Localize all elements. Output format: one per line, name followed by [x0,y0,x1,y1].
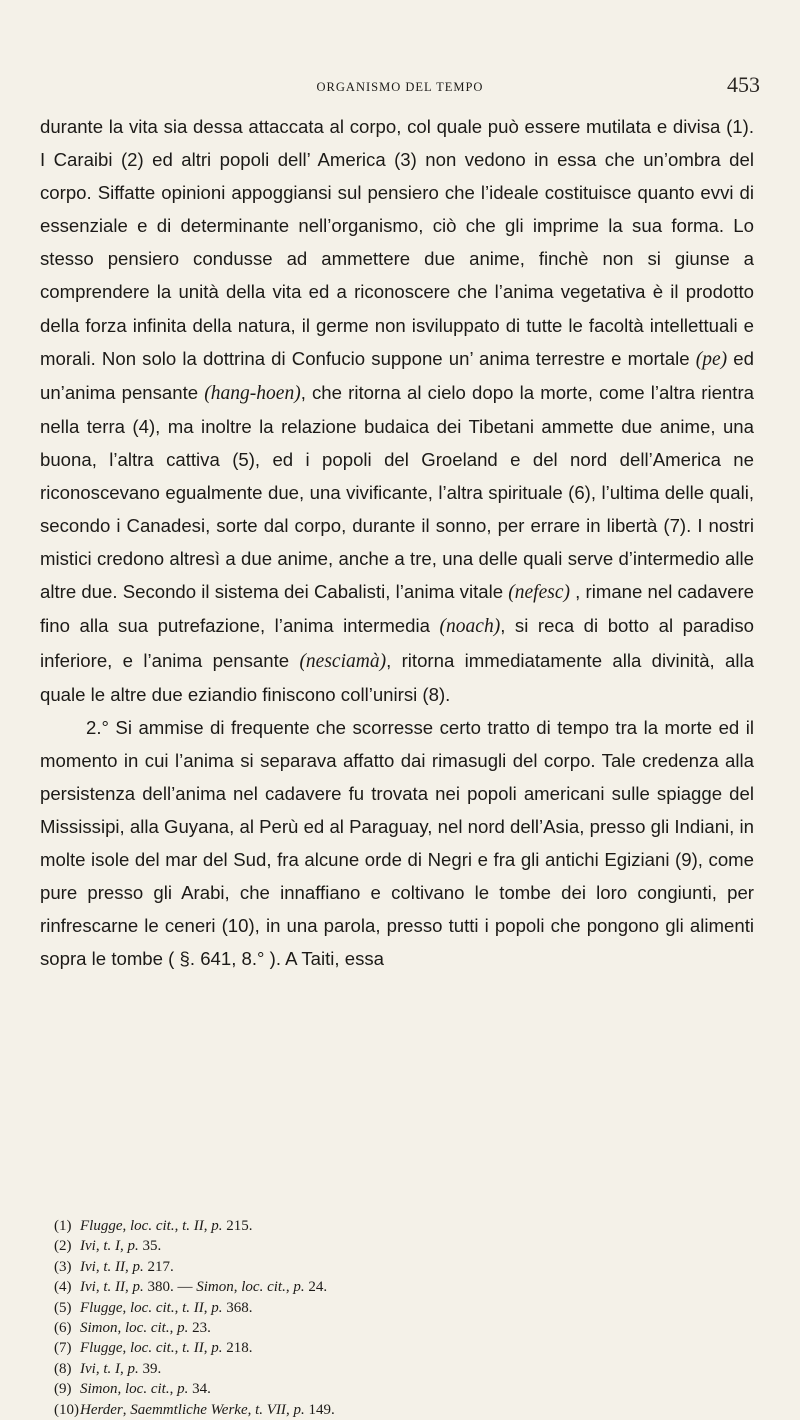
italic-run: (noach) [439,616,501,638]
footnote [54,1400,754,1420]
text-run: , [285,1279,294,1296]
text-run: , [203,1340,212,1357]
footnote-number: (10) [54,1401,79,1418]
text-run: durante la vita sia dessa attaccata al corpo, col quale può essere mutilata e divisa (1). I Caraibi (2) ed altri popoli dell’ America (3) non vedono in essa che un’ombra del corpo. Siffatte opinioni appoggiansi sul pensiero che l’ideale costituisce quanto evvi di essenziale e di determinante nell’organismo, ciò che gli imprime la sua forma. Lo stesso pensiero condusse ad ammettere due anime, finchè non si giunse a comprendere la unità della vita ed a riconoscere che l’anima vegetativa è il prodotto della forza infinita della natura, il germe non isviluppato di tutte le facoltà intellettuali e morali. Non solo la dottrina di Confucio suppone un’ anima terrestre e mortale [40,116,754,369]
footnote [54,1236,754,1256]
footnote-number: (6) [54,1320,72,1337]
text-run: 215. [222,1218,253,1234]
text-run: , [120,1238,128,1255]
italic-run: Simon [80,1381,118,1398]
footnote [54,1379,754,1399]
italic-run: t. VII [255,1401,286,1418]
body-text [40,110,754,975]
italic-run: t. II [103,1258,125,1275]
text-run: , [233,1279,242,1296]
italic-run: p. [211,1218,223,1234]
text-run: , [120,1360,128,1377]
footnote-number: (7) [54,1340,72,1357]
italic-run: t. II [182,1218,204,1234]
paragraph [40,110,754,711]
text-run: , [122,1340,130,1357]
italic-run: p. [293,1279,305,1296]
text-run: , [203,1218,212,1234]
footnote-number: (1) [54,1218,72,1234]
text-run: 380. — [143,1279,197,1296]
italic-run: p. [293,1401,305,1418]
italic-run: p. [132,1258,144,1275]
text-run: 368. [222,1299,253,1316]
text-run: 35. [138,1238,162,1255]
italic-run: p. [211,1299,223,1316]
italic-run: p. [177,1381,189,1398]
page-number: 453 [727,72,760,97]
italic-run: Ivi [80,1258,96,1275]
text-run: , [174,1340,183,1357]
italic-run: p. [177,1320,189,1337]
italic-run: t. I [103,1238,120,1255]
footnote [54,1318,754,1338]
italic-run: loc. cit. [125,1320,170,1337]
text-run: 218. [222,1340,253,1357]
text-run: , [122,1218,130,1234]
footnote [54,1338,754,1358]
italic-run: p. [132,1279,144,1296]
text-run: , [174,1299,183,1316]
italic-run: Herder [80,1401,123,1418]
text-run: 34. [188,1381,211,1398]
footnote-number: (9) [54,1381,72,1398]
text-run: 149. [304,1401,335,1418]
footnote [54,1216,754,1236]
text-run: , [247,1401,256,1418]
text-run: , [95,1238,104,1255]
text-run: 24. [304,1279,328,1296]
italic-run: Flugge [80,1299,123,1316]
footnote-number: (2) [54,1238,72,1255]
footnote-number: (3) [54,1258,72,1275]
italic-run: (hang-hoen) [204,382,301,404]
italic-run: p. [127,1360,139,1377]
running-title: ORGANISMO DEL TEMPO [316,80,484,94]
italic-run: Saemmtliche Werke [130,1401,248,1418]
italic-run: loc. cit. [130,1340,175,1357]
text-run: , [95,1360,104,1377]
italic-run: loc. cit. [130,1218,175,1234]
italic-run: t. II [103,1279,125,1296]
page-header [0,72,800,106]
text-run: , [125,1279,133,1296]
text-run: 2.° Si ammise di frequente che scorresse certo tratto di tempo tra la morte ed il momento in cui l’anima si separava affatto dai rimasugli del corpo. Tale credenza alla persistenza dell’anima nel cadavere fu trovata nei popoli americani sulle spiagge del Mississipi, alla Guyana, al Perù ed al Paraguay, nel nord dell’Asia, presso gli Indiani, in molte isole del mar del Sud, fra alcune orde di Negri e fra gli antichi Egiziani (9), come pure presso gli Arabi, che innaffiano e coltivano le tombe dei loro congiunti, per rinfrescarne le ceneri (10), in una parola, presso tutti i popoli che pongono gli alimenti sopra le tombe ( §. 641, 8.° ). A Taiti, essa [40,716,754,970]
text-run: , [203,1299,212,1316]
text-run: 39. [138,1360,162,1377]
italic-run: (nesciamà) [299,650,387,672]
italic-run: (nefesc) [508,582,570,604]
text-run: , [117,1381,125,1398]
text-run: , [122,1401,131,1418]
italic-run: Flugge [80,1340,123,1357]
footnote [54,1277,754,1297]
italic-run: (pe) [695,348,728,370]
footnote-number: (8) [54,1360,72,1377]
text-run: , [169,1320,178,1337]
footnote [54,1359,754,1379]
italic-run: Flugge [80,1218,123,1234]
italic-run: Simon [80,1320,118,1337]
italic-run: t. II [182,1299,204,1316]
italic-run: t. I [103,1360,120,1377]
text-run: , rimane nel cadavere fino alla sua putrefazione, l’anima intermedia [40,581,754,637]
footnotes [54,1216,754,1420]
italic-run: Simon [196,1279,234,1296]
text-run: ed un’anima pensante [40,347,754,403]
text-run: , [117,1320,125,1337]
text-run: , [169,1381,178,1398]
footnote [54,1298,754,1318]
text-run: , si reca di botto al paradiso inferiore, e l’anima pensante [40,615,755,671]
text-run: , ritorna immediatamente alla divinità, alla quale le altre due eziandio finiscono coll’unirsi (8). [40,649,754,705]
italic-run: Ivi [80,1238,96,1255]
italic-run: loc. cit. [241,1279,286,1296]
italic-run: Ivi [80,1279,96,1296]
italic-run: p. [127,1238,139,1255]
text-run: 23. [188,1320,211,1337]
text-run: , [125,1258,133,1275]
text-run: 217. [143,1258,174,1275]
italic-run: loc. cit. [130,1299,175,1316]
text-run: , che ritorna al cielo dopo la morte, come l’altra rientra nella terra (4), ma inoltre la relazione budaica dei Tibetani ammette due anime, una buona, l’altra cattiva (5), ed i popoli del Groeland e del nord dell’America ne riconoscevano egualmente due, una vivificante, l’altra spirituale (6), l’ultima delle quali, secondo i Canadesi, sorte dal corpo, durante il sonno, per errare in libertà (7). I nostri mistici credono altresì a due anime, anche a tre, una delle quali serve d’intermedio alle altre due. Secondo il sistema dei Cabalisti, l’anima vitale [40,381,755,603]
text-run: , [285,1401,294,1418]
footnote-number: (4) [54,1279,72,1296]
text-run: , [122,1299,130,1316]
footnote [54,1257,754,1277]
italic-run: p. [211,1340,223,1357]
footnote-number: (5) [54,1299,72,1316]
italic-run: Ivi [80,1360,96,1377]
text-run: , [95,1258,104,1275]
paragraph [40,711,754,976]
italic-run: loc. cit. [125,1381,170,1398]
italic-run: t. II [182,1340,204,1357]
text-run: , [95,1279,104,1296]
text-run: , [174,1218,183,1234]
